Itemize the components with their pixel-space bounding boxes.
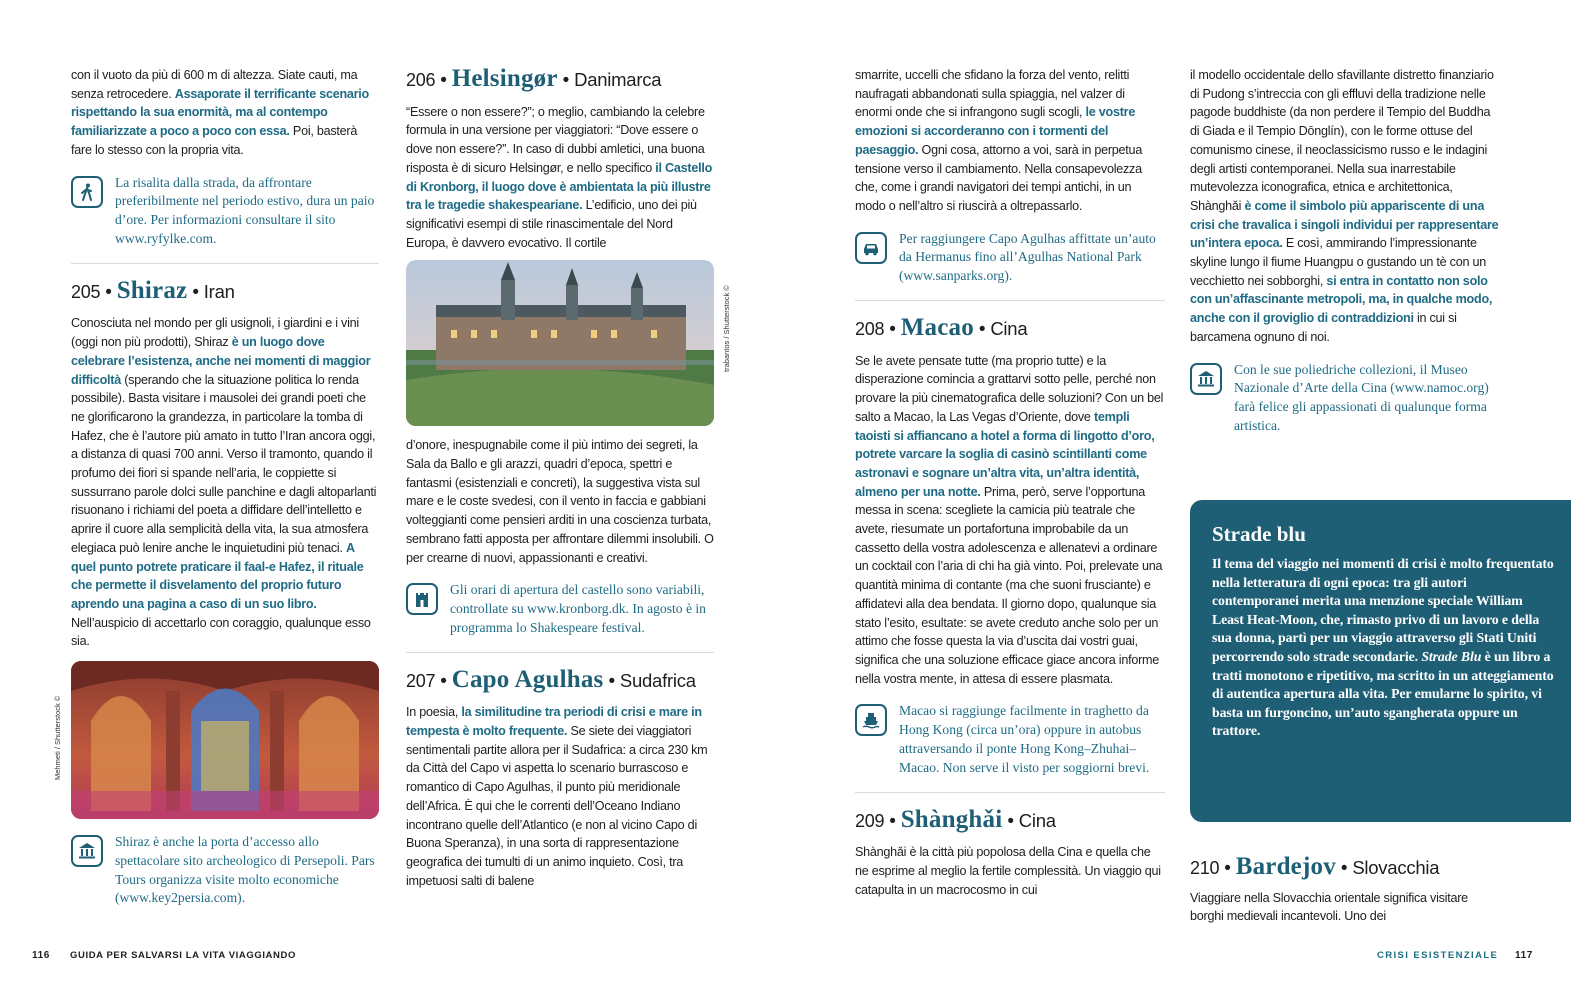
column-4-bottom (1190, 853, 1502, 926)
paragraph: con il vuoto da più di 600 m di altezza. Siate cauti, ma senza retrocedere. Assaporate il terrificante scenario rispettando la sua enormità, ma al contempo familiarizzate a poco a poco con essa. Poi, basterà fare lo stesso con la propria vita. (71, 68, 369, 157)
paragraph: Shànghǎi è la città più popolosa della Cina e quella che ne esprime al meglio la fertile complessità. Un viaggio qui catapulta in un macrocosmo in cui (855, 845, 1161, 897)
paragraph: Viaggiare nella Slovacchia orientale significa visitare borghi medievali incantevoli. Uno dei (1190, 890, 1468, 924)
tip-box: Gli orari di apertura del castello sono variabili, controllate su www.kronborg.dk. In agosto è in programma lo Shakespeare festival. (406, 581, 714, 637)
section-heading-209: 209 • Shànghǎi • Cina (855, 805, 1056, 833)
tip-box: Shiraz è anche la porta d’accesso allo spettacolare sito archeologico di Persepoli. Pars Tours organizza visite molto economiche (www.key2persia.com). (71, 833, 379, 908)
column-4 (1190, 66, 1502, 436)
box-title: Strade blu (1212, 522, 1306, 546)
paragraph: Se le avete pensate tutte (ma proprio tutte) e la disperazione comincia a grattarvi sotto pelle, perché non provare la più cinematografica delle soluzioni? Con un bel salto a Macao, la Las Vegas d’Oriente, dove templi taoisti si affiancano a hotel a forma di lingotto d’oro, potrete varcare la soglia di casinò scintillanti come astronavi e sognare un’altra vita, un’altra identità, almeno per una notte. Prima, però, serve l’opportuna messa in scena: scegliete la camicia più teatrale che avete, riesumate un portafortuna improbabile da un cassetto della vostra adolescenza e allenatevi a ordinare un cocktail con l’aria di chi ha già vinto. Poi, prelevate una quantità minima di contante (ma che suoni frusciante) e affidatevi alla dea bendata. Il giorno dopo, qualunque sia stato l’esito, esultate: se avete creduto anche solo per un attimo che fosse questa la via d’uscita dai vostri guai, significa che una soluzione efficace giace ancora informe nella vostra mente, in attesa di essere plasmata. (855, 353, 1164, 686)
museum-icon (1190, 363, 1222, 395)
sidebar-box-strade-blu (1190, 500, 1571, 822)
section-heading-205: 205 • Shiraz • Iran (71, 276, 235, 304)
column-2 (406, 66, 714, 890)
divider (855, 792, 1165, 793)
section-heading-206: 206 • Helsingør • Danimarca (406, 65, 662, 92)
ferry-icon (855, 704, 887, 736)
shiraz-mosque-photo (71, 661, 379, 819)
running-title-left: GUIDA PER SALVARSI LA VITA VIAGGIANDO (70, 950, 296, 961)
tip-box: Macao si raggiunge facilmente in traghetto da Hong Kong (circa un’ora) oppure in autobus attraversando il ponte Hong Kong–Zhuhai–Macao. Non serve il visto per soggiorni brevi. (855, 702, 1165, 777)
paragraph: Conosciuta nel mondo per gli usignoli, i giardini e i vini (oggi non più prodotti), Shiraz è un luogo dove celebrare l’esistenza, anche nei momenti di maggior difficoltà (sperando che la situazione politica lo renda possibile). Basta visitare i mausolei dei grandi poeti che ne glorificarono la grandezza, in particolare la tomba di Hafez, che è l’autore più amato in tutto l’Iran ancora oggi, a distanza di quasi 700 anni. Verso il tramonto, quando il profumo dei fiori si spande nell’aria, le coppiette si sussurrano parole dolci sulle panchine e dagli altoparlanti risuonano i richiami del poeta a diffidare dell’intelletto e aprire il cuore alla semplicità della vita, la sua atmosfera elegiaca può lenire anche le inquietudini più tenaci. A quel punto potrete praticare il faal-e Hafez, il rituale che permette il disvelamento del proprio futuro aprendo una pagina a caso di un suo libro. Nell’auspicio di accettarlo con coraggio, qualunque esso sia. (71, 316, 377, 649)
paragraph: d’onore, inespugnabile come il più intimo dei segreti, la Sala da Ballo e gli arazzi, quadri d’epoca, spettri e fantasmi (esistenziali e concreti), la suggestiva vista sul mare e le coste svedesi, con il vento in faccia e gabbiani volteggianti come pensieri arditi in una coscienza turbata, sembrano fatti apposta per affrontare dilemmi insolubili. O per crearne di nuovi, appassionanti e creativi. (406, 438, 714, 565)
hiker-icon (71, 176, 103, 208)
running-title-right: CRISI ESISTENZIALE (1377, 950, 1499, 961)
kronborg-castle-photo (406, 260, 714, 426)
photo-credit: Mehmeti / Shutterstock © (53, 695, 62, 780)
box-text: Il tema del viaggio nei momenti di crisi è molto frequentato nella letteratura di ogni epoca: tra gli autori contemporanei merita una menzione speciale William Least Heat-Moon, che, rimasto privo di un lavoro e della sua donna, partì per un viaggio attraverso gli Stati Uniti percorrendo solo strade secondarie. Strade Blu è un libro a tratti monotono e ripetitivo, ma scritto in un atteggiamento di autentica apertura alla vita. Per emularne lo spirito, vi basta un furgoncino, un’auto sgangherata oppure un trattore. (1212, 556, 1554, 739)
divider (855, 300, 1165, 301)
column-1 (71, 66, 379, 908)
castle-icon (406, 583, 438, 615)
section-heading-208: 208 • Macao • Cina (855, 314, 1028, 342)
car-icon (855, 232, 887, 264)
paragraph: “Essere o non essere?”; o meglio, cambiando la celebre formula in una versione per viaggiatori: “Dove essere o dove non essere?”. In caso di dubbi amletici, una buona risposta è di sicuro Helsingør, e nello specifico il Castello di Kronborg, il luogo dove è ambientata la più illustre tra le tragedie shakespeariane. L’edificio, uno dei più significativi esempi di stile rinascimentale del Nord Europa, è davvero evocativo. Il cortile (406, 104, 713, 250)
divider (406, 652, 714, 653)
paragraph: In poesia, la similitudine tra periodi di crisi e mare in tempesta è molto frequente. Se siete dei viaggiatori sentimentali partite allora per il Sudafrica: a circa 230 km da Città del Capo vi aspetta lo scenario burrascoso e romantico di Capo Agulhas, il punto più meridionale dell’Africa. È qui che le correnti dell’Oceano Indiano incontrano quelle dell’Atlantico (e non al vicino Capo di Buona Speranza), in una sorta di rappresentazione geografica dei tumulti di un animo inquieto. Così, tra impetuosi salti di balene (406, 705, 708, 888)
museum-icon (71, 835, 103, 867)
divider (71, 263, 379, 264)
photo-credit: trabantos / Shutterstock © (722, 285, 731, 372)
tip-box: Con le sue poliedriche collezioni, il Museo Nazionale d’Arte della Cina (www.namoc.org) farà felice gli appassionati di qualunque forma artistica. (1190, 361, 1502, 436)
page-number-left: 116 (32, 950, 50, 961)
tip-box: La risalita dalla strada, da affrontare preferibilmente nel periodo estivo, dura un paio d’ore. Per informazioni consultare il sito www.ryfylke.com. (71, 174, 379, 249)
paragraph: il modello occidentale dello sfavillante distretto finanziario di Pudong s’intreccia con gli effluvi della tradizione nelle pagode buddhiste (da non perdere il Tempio del Buddha di Giada e il Tempio Dōnglín), con le forme ottuse del comunismo cinese, il neoclassicismo russo e le indagini degli artisti contemporanei. Nella sua inarrestabile mutevolezza iconografica, etnica e architettonica, Shànghǎi è come il simbolo più appariscente di una crisi che travalica i singoli individui per rappresentare un’intera epoca. E così, ammirando l’impressionante skyline lungo il fiume Huangpu o gustando un tè con un vecchietto nei sobborghi, si entra in contatto non solo con un’affascinante metropoli, ma, in qualche modo, anche con il groviglio di contraddizioni in cui si barcamena ognuno di noi. (1190, 68, 1499, 344)
page-number-right: 117 (1515, 950, 1533, 961)
section-heading-210: 210 • Bardejov • Slovacchia (1190, 853, 1440, 880)
tip-box: Per raggiungere Capo Agulhas affittate un’auto da Hermanus fino all’Agulhas National Park (www.sanparks.org). (855, 230, 1165, 286)
paragraph: smarrite, uccelli che sfidano la forza del vento, relitti naufragati abbandonati sulla spiaggia, nel valzer di enormi onde che si infrangono sugli scogli, le vostre emozioni si accorderanno con i tormenti del paesaggio. Ogni cosa, attorno a voi, sarà in perpetua tensione verso il cambiamento. Nella consapevolezza che, come i grandi navigatori dei tempi antichi, in un modo o nell’altro si riuscirà a oltrepassarlo. (855, 68, 1143, 213)
column-3 (855, 66, 1165, 899)
section-heading-207: 207 • Capo Agulhas • Sudafrica (406, 665, 696, 693)
